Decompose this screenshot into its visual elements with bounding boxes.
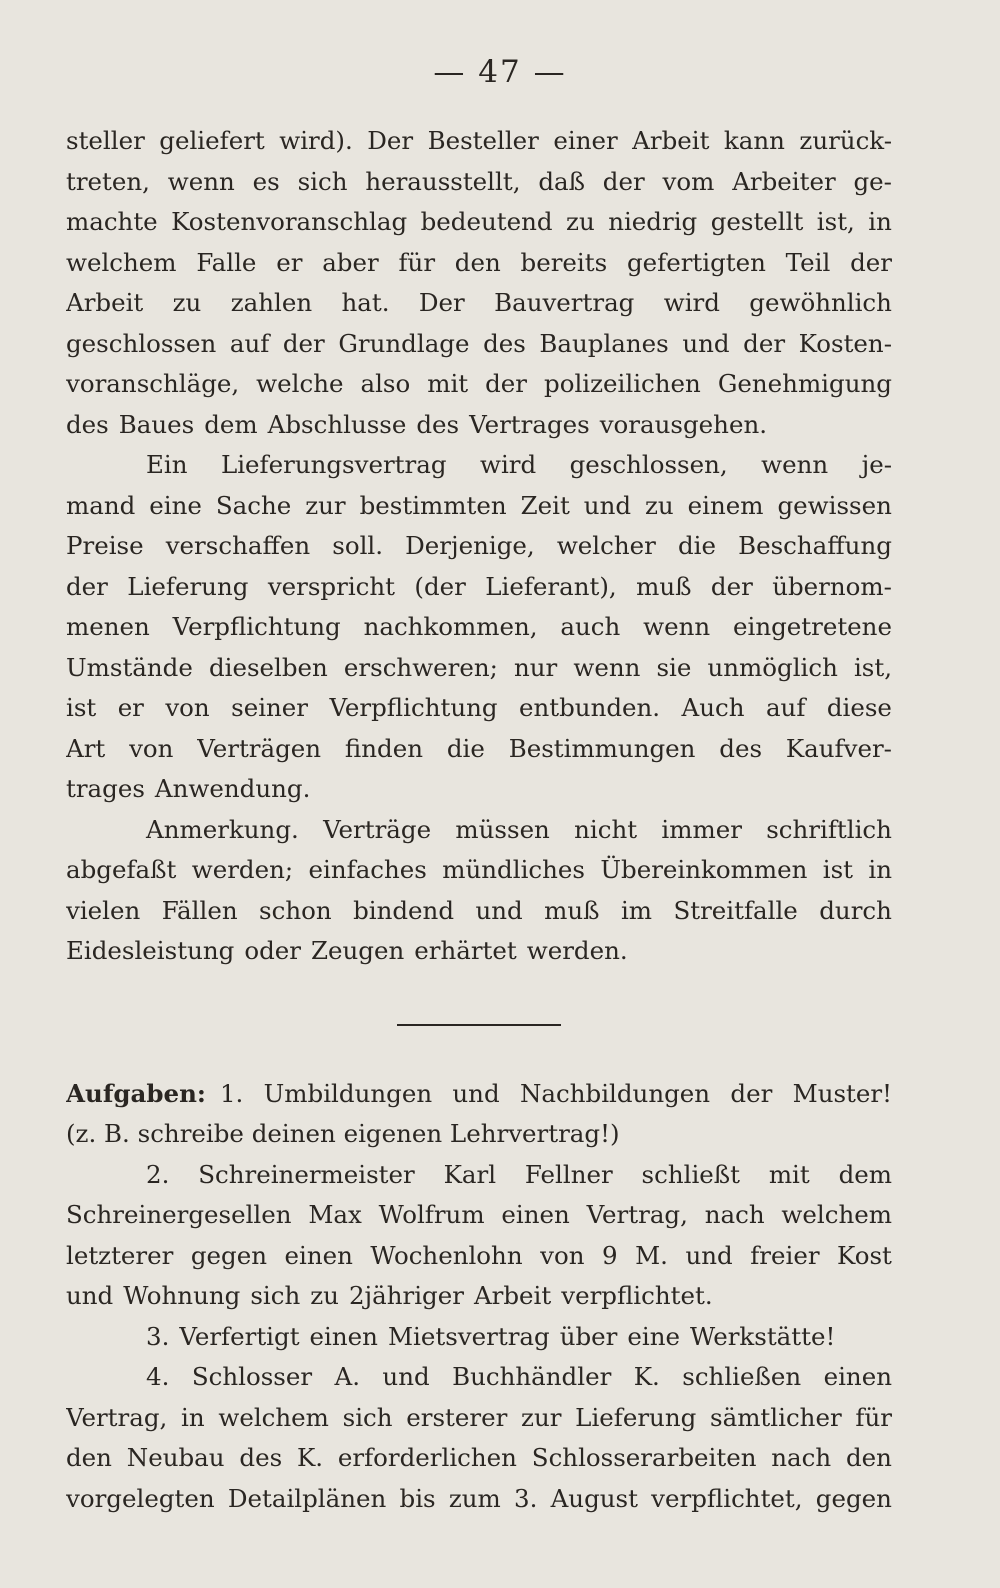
word: im <box>620 895 653 925</box>
word: hat. <box>341 288 390 317</box>
word: den <box>454 247 501 277</box>
word: werden; <box>191 855 294 884</box>
word: auf <box>229 328 270 358</box>
tasks-heading: Aufgaben: <box>66 1078 206 1108</box>
word: Schlosser <box>191 1362 313 1391</box>
word: einfaches <box>308 855 427 884</box>
word: Kaufver- <box>785 733 892 763</box>
word: zu <box>566 207 595 236</box>
word: Genehmigung <box>717 369 892 398</box>
word: Schlosserarbeiten <box>531 1443 757 1472</box>
text-line <box>66 162 892 203</box>
word: verspricht <box>267 571 396 601</box>
tasks-section <box>66 1074 892 1520</box>
word: schon <box>259 895 332 925</box>
word: 3. <box>513 1483 538 1513</box>
word: welchem <box>66 247 177 277</box>
word: voranschläge, <box>66 369 240 398</box>
word: Vertrages <box>469 409 590 439</box>
word: treten, <box>66 166 150 196</box>
word: bindend <box>353 895 455 925</box>
word: gewissen <box>777 490 892 520</box>
word: Arbeit <box>473 1281 552 1310</box>
word: einem <box>687 490 764 520</box>
text-line <box>66 283 892 324</box>
word: Nachbildungen <box>519 1078 711 1108</box>
word: Max <box>308 1200 362 1229</box>
word: gewöhnlich <box>749 288 892 317</box>
word: vom <box>662 166 715 196</box>
word: der <box>850 247 892 277</box>
word: dem <box>204 409 258 439</box>
word: der <box>66 571 108 601</box>
word: gegen <box>190 1240 268 1270</box>
word: muß <box>544 895 600 925</box>
word: und <box>382 1362 430 1391</box>
word: der <box>485 369 528 398</box>
word: nach <box>704 1200 765 1229</box>
word: 3. <box>146 1321 170 1351</box>
word: einen <box>501 1200 570 1229</box>
word: und <box>685 1240 733 1270</box>
word: Schreinermeister <box>198 1159 415 1189</box>
word: Grundlage <box>338 328 470 358</box>
word: finden <box>344 733 423 763</box>
word: mand <box>66 490 136 520</box>
word: Karl <box>443 1159 497 1189</box>
text-line <box>66 1479 892 1520</box>
word: M. <box>635 1240 668 1270</box>
word: Lieferungsvertrag <box>220 450 447 479</box>
word: Umbildungen <box>263 1078 433 1108</box>
text-line <box>66 486 892 527</box>
word: August <box>550 1483 638 1513</box>
word: daß <box>538 166 585 196</box>
word: Fellner <box>524 1159 613 1189</box>
word: verpflichtet, <box>651 1483 803 1513</box>
word: kann <box>723 126 785 155</box>
word: Bestimmungen <box>508 733 696 763</box>
word: Wohnung <box>123 1281 241 1310</box>
word: Kostenvoranschlag <box>171 207 408 236</box>
word: auf <box>765 693 806 722</box>
word: vorgelegten <box>66 1483 215 1513</box>
word: gestellt <box>710 207 804 236</box>
word: trages <box>66 774 145 803</box>
word: in <box>868 855 892 884</box>
word: Der <box>367 126 414 155</box>
word: schließt <box>641 1159 740 1189</box>
word: Streitfalle <box>673 895 798 925</box>
word: ge- <box>853 166 892 196</box>
word: 2jähriger <box>348 1281 464 1310</box>
word: es <box>252 166 280 196</box>
text-line <box>66 1398 892 1439</box>
word: und <box>452 1078 500 1108</box>
word: von <box>165 693 210 722</box>
word: eingetretene <box>732 612 892 641</box>
word: wenn <box>761 450 829 479</box>
text-line <box>66 648 892 689</box>
word: in <box>181 1402 205 1432</box>
word: sich <box>297 166 348 196</box>
word: ersterer <box>406 1402 508 1432</box>
word: zu <box>172 288 202 317</box>
word: schriftlich <box>766 814 892 844</box>
text-line <box>66 931 892 972</box>
word: 1. <box>219 1078 244 1108</box>
word: Übereinkommen <box>600 855 808 884</box>
word: machte <box>66 207 158 236</box>
word: einen <box>284 1240 353 1270</box>
task <box>66 1357 892 1519</box>
word: unmöglich <box>707 652 838 682</box>
word: und <box>682 328 730 358</box>
word: Verträge <box>323 814 432 844</box>
word: sämtlicher <box>710 1402 842 1432</box>
text-line <box>66 526 892 567</box>
word: des <box>483 328 526 358</box>
text-line <box>66 1276 892 1317</box>
word: von <box>540 1240 585 1270</box>
word: polizeilichen <box>544 369 701 398</box>
word: eine <box>149 490 202 520</box>
word: seiner <box>231 693 309 722</box>
word: wird <box>479 450 537 479</box>
text-line <box>66 1074 892 1115</box>
word: zahlen <box>230 288 313 317</box>
word: zurück- <box>799 126 892 155</box>
word: wenn <box>573 652 641 682</box>
word: einen <box>309 1321 378 1351</box>
word: K. <box>296 1443 324 1472</box>
word: einer <box>553 126 618 155</box>
word: sich <box>250 1281 301 1310</box>
word: verpflichtet. <box>561 1281 713 1310</box>
word: der <box>282 328 325 358</box>
text-line <box>66 769 892 810</box>
word: Umstände <box>66 652 193 682</box>
word: Bauplanes <box>539 328 669 358</box>
word: des <box>416 409 460 439</box>
word: Ein <box>146 450 188 479</box>
word: letzterer <box>66 1240 174 1270</box>
word: zum <box>448 1483 501 1513</box>
task <box>66 1317 892 1358</box>
word: Verpflichtung <box>172 612 341 641</box>
word: zu <box>645 490 674 520</box>
word: der <box>602 166 645 196</box>
word: des <box>66 409 109 439</box>
word: mit <box>427 369 469 398</box>
text-line <box>66 1317 892 1358</box>
word: also <box>360 369 411 398</box>
word: der <box>710 571 753 601</box>
word: Kosten- <box>798 328 892 358</box>
text-line <box>66 121 892 162</box>
word: erhärtet <box>414 936 517 965</box>
word: Abschlusse <box>267 409 407 439</box>
text-line <box>66 364 892 405</box>
word: immer <box>661 814 742 844</box>
word: gegen <box>815 1483 892 1513</box>
word: Der <box>418 288 465 317</box>
word: Fällen <box>161 895 238 925</box>
word: müssen <box>455 814 550 844</box>
word: der <box>743 328 786 358</box>
word: Wolfrum <box>378 1200 485 1229</box>
text-line <box>66 405 892 446</box>
text-line <box>66 729 892 770</box>
word: geschlossen, <box>569 450 728 479</box>
word: entbunden. <box>518 693 661 722</box>
word: Sache <box>215 490 292 520</box>
word: menen <box>66 612 150 641</box>
word: bedeutend <box>420 207 553 236</box>
text-line <box>66 810 892 851</box>
text-line <box>66 445 892 486</box>
word: Kost <box>837 1240 892 1270</box>
word: eine <box>627 1321 681 1351</box>
text-line <box>66 1195 892 1236</box>
word: diese <box>826 693 892 722</box>
word: abgefaßt <box>66 855 177 884</box>
text-line <box>66 1357 892 1398</box>
word: von <box>129 733 174 763</box>
word: Schreinergesellen <box>66 1200 292 1229</box>
word: des <box>239 1443 283 1472</box>
note-paragraph <box>66 810 892 972</box>
word: Zeugen <box>310 936 405 965</box>
word: Neubau <box>126 1443 225 1472</box>
text-line <box>66 1114 892 1155</box>
word: Arbeit <box>66 288 144 317</box>
task-text: (z. B. schreibe deinen eigenen Lehrvertrag!) <box>66 1119 620 1148</box>
word: zur <box>305 490 346 520</box>
word: geliefert <box>159 126 265 155</box>
paragraph <box>66 445 892 810</box>
word: bereits <box>520 247 608 277</box>
word: nach <box>771 1443 832 1472</box>
word: die <box>677 531 716 560</box>
word: soll. <box>332 531 384 560</box>
word: ist, <box>816 207 855 236</box>
word: und <box>475 895 523 925</box>
word: ist <box>822 855 853 884</box>
word: A. <box>334 1362 360 1391</box>
word: welche <box>256 369 344 398</box>
word: der <box>730 1078 773 1108</box>
word: nachkommen, <box>363 612 538 641</box>
word: Verträgen <box>197 733 322 763</box>
page-body <box>66 121 892 1519</box>
word: geschlossen <box>66 328 217 358</box>
word: den <box>845 1443 892 1472</box>
word: bestimmten <box>359 490 507 520</box>
word: 4. <box>146 1362 170 1391</box>
word: Verpflichtung <box>329 693 498 722</box>
word: Teil <box>785 247 831 277</box>
word: verschaffen <box>165 531 311 560</box>
word: zur <box>521 1402 562 1432</box>
word: wird <box>663 288 720 317</box>
text-line <box>66 324 892 365</box>
word: Bauvertrag <box>494 288 635 317</box>
word: den <box>66 1443 112 1472</box>
word: Buchhändler <box>452 1362 612 1391</box>
task-text <box>206 1074 892 1115</box>
word: bis <box>399 1483 436 1513</box>
word: auch <box>560 612 621 641</box>
word: über <box>559 1321 618 1351</box>
word: Lieferung <box>575 1402 697 1432</box>
word: mündliches <box>442 855 585 884</box>
word: Baues <box>118 409 195 439</box>
word: 2. <box>146 1159 170 1189</box>
word: erschweren; <box>343 652 498 682</box>
word: Zeit <box>520 490 570 520</box>
word: und <box>583 490 632 520</box>
word: niedrig <box>608 207 698 236</box>
word: steller <box>66 126 145 155</box>
text-line <box>66 1438 892 1479</box>
word: Auch <box>681 693 745 722</box>
word: Beschaffung <box>738 531 892 560</box>
word: Besteller <box>427 126 539 155</box>
word: erforderlichen <box>337 1443 517 1472</box>
page-number: — 47 — <box>433 54 567 90</box>
word: die <box>446 733 485 763</box>
text-line <box>66 1236 892 1277</box>
word: freier <box>750 1240 820 1270</box>
word: wird). <box>279 126 353 155</box>
word: Lieferant), <box>485 571 617 601</box>
word: durch <box>819 895 892 925</box>
word: Arbeit <box>632 126 710 155</box>
word: Art <box>66 733 106 763</box>
word: Preise <box>66 531 144 560</box>
word: einen <box>823 1362 892 1391</box>
word: werden. <box>526 936 628 965</box>
word: dieselben <box>208 652 328 682</box>
word: Vertrag, <box>66 1402 168 1432</box>
word: ist, <box>853 652 892 682</box>
word: muß <box>636 571 692 601</box>
word: Arbeiter <box>732 166 836 196</box>
word: in <box>868 207 892 236</box>
word: oder <box>244 936 301 965</box>
word: Falle <box>196 247 257 277</box>
text-line <box>66 1155 892 1196</box>
word: Derjenige, <box>405 531 535 560</box>
word: er <box>276 247 303 277</box>
word: (der <box>414 571 466 601</box>
word: welchem <box>781 1200 892 1229</box>
word: übernom- <box>772 571 892 601</box>
text-line <box>66 607 892 648</box>
word: für <box>398 247 436 277</box>
word: zu <box>310 1281 339 1310</box>
word: Lieferung <box>127 571 249 601</box>
word: schließen <box>682 1362 802 1391</box>
word: 9 <box>602 1240 618 1270</box>
text-line <box>66 567 892 608</box>
text-line <box>66 243 892 284</box>
word: herausstellt, <box>365 166 521 196</box>
text-line <box>66 891 892 932</box>
word: sie <box>656 652 692 682</box>
task <box>66 1155 892 1317</box>
word: vorausgehen. <box>599 409 768 439</box>
word: Vertrag, <box>586 1200 688 1229</box>
word: ist <box>66 693 97 722</box>
word: Anmerkung. <box>146 814 299 844</box>
word: Anwendung. <box>154 774 311 803</box>
word: sich <box>342 1402 393 1432</box>
word: welchem <box>218 1402 329 1432</box>
word: mit <box>768 1159 810 1189</box>
word: je- <box>861 450 892 479</box>
word: wenn <box>643 612 711 641</box>
text-line <box>66 688 892 729</box>
word: Detailplänen <box>227 1483 387 1513</box>
word: dem <box>838 1159 892 1189</box>
word: vielen <box>66 895 141 925</box>
word: Werkstätte! <box>690 1321 836 1351</box>
text-line <box>66 202 892 243</box>
word: aber <box>322 247 379 277</box>
word: und <box>66 1281 114 1310</box>
section-divider <box>397 1024 561 1026</box>
word: Mietsvertrag <box>387 1321 550 1351</box>
paragraph <box>66 121 892 445</box>
word: nur <box>514 652 558 682</box>
word: nicht <box>574 814 638 844</box>
word: welcher <box>556 531 656 560</box>
word: K. <box>633 1362 660 1391</box>
word: für <box>855 1402 892 1432</box>
word: wenn <box>167 166 235 196</box>
word: Wochenlohn <box>370 1240 523 1270</box>
word: des <box>719 733 763 763</box>
word: Verfertigt <box>179 1321 300 1351</box>
word: Muster! <box>792 1078 892 1108</box>
word: Eidesleistung <box>66 936 235 965</box>
text-line <box>66 850 892 891</box>
word: gefertigten <box>626 247 766 277</box>
word: er <box>117 693 144 722</box>
